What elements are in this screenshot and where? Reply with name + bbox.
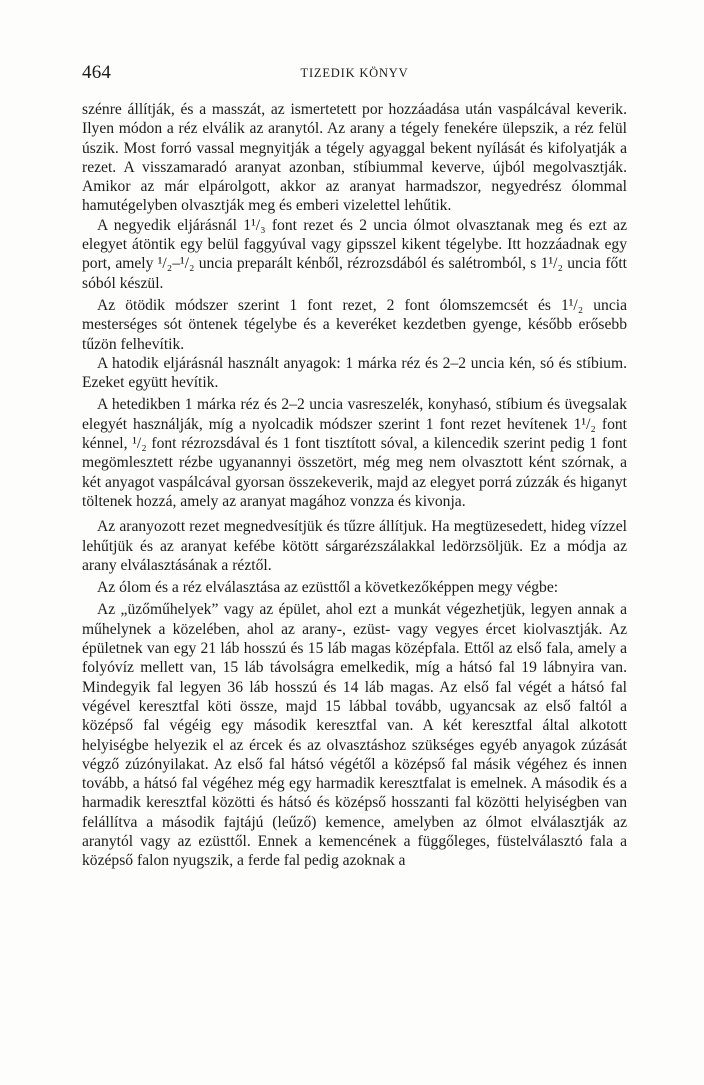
paragraph-3: Az ötödik módszer szerint 1 font rezet, 2 font ólomszemcsét és 1¹/₂ uncia mesterséges sót öntenek tégelybe és a keveréket kezdetben gyenge, később erősebb tűzön felhevítik. [82, 296, 627, 353]
paragraph-1: szénre állítják, és a masszát, az ismertetett por hozzáadása után vaspálcával keverik. Ilyen módon a réz elválik az aranytól. Az arany a tégely fenekére ülepszik, a réz felül úszik. Most forró vassal megnyitják a tégely agyaggal bekent nyílását és kifolyatják a rezet. A visszamaradó aranyat azonban, stíbiummal keverve, újból megolvasztják. Amikor az már elpárolgott, akkor az aranyat harmadszor, negyedrész ólommal hamutégelyben olvasztják meg és emberi vizelettel lehűtik. [82, 101, 627, 215]
running-head: TIZEDIK KÖNYV [300, 66, 409, 80]
page-number: 464 [82, 62, 112, 83]
page-header [82, 62, 627, 86]
paragraph-6: Az aranyozott rezet megnedvesítjük és tűzre állítjuk. Ha megtüzesedett, hideg vízzel lehűtjük és az aranyat kefébe kötött sárgarézszálakkal ledörzsöljük. Ez a módja az arany elválasztásának a réztől. [82, 518, 627, 574]
paragraph-5: A hetedikben 1 márka réz és 2–2 uncia vasreszelék, konyhasó, stíbium és üvegsalak elegyét használják, míg a nyolcadik módszer szerint 1 font rezet hevítenek 1¹/₂ font kénnel, ¹/₂ font rézrozsdával és 1 font tisztított sóval, a kilencedik szerint pedig 1 font megömlesztett rézbe ugyanannyi összetört, még meg nem olvasztott ként szórnak, a két anyagot vaspálcával gyorsan összekeverik, majd az elegyet porrá zúzzák és higanyt töltenek hozzá, amely az aranyat magához vonzza és kivonja. [82, 396, 627, 510]
paragraph-7: Az ólom és a réz elválasztása az ezüsttől a következőképpen megy végbe: [97, 579, 559, 597]
paragraph-8: Az „üzőműhelyek” vagy az épület, ahol ezt a munkát végezhetjük, legyen annak a műhelynek a közelében, ahol az arany-, ezüst- vagy vegyes ércet kiolvasztják. Az épületnek van egy 21 láb hosszú és 15 láb magas középfala. Ettől az első fala, amely a folyóvíz mellett van, 15 láb távolságra emelkedik, míg a hátsó fal 19 lábnyira van. Mindegyik fal legyen 36 láb hosszú és 14 láb magas. Az első fal végét a hátsó fal végével keresztfal köti össze, majd 15 lábbal tovább, ugyancsak az első faltól a középső fal végéig egy második keresztfal van. A két keresztfal által alkotott helyiségbe helyezik el az ércek és az olvasztáshoz szükséges egyéb anyagok zúzását végző zúzónyilakat. Az első fal hátsó végétől a középső fal másik végéhez és innen tovább, a hátsó fal végéhez még egy harmadik keresztfalat is emelnek. A második és a harmadik keresztfal közötti és hátsó és középső hosszanti fal közötti helyiségben van felállítva a második fajtájú (leűző) kemence, amelyben az ólmot elválasztják az aranytól vagy az ezüsttől. Ennek a kemencének a függőleges, füstelválasztó fala a középső falon nyugszik, a ferde fal pedig azoknak a [82, 601, 627, 870]
paragraph-4: A hatodik eljárásnál használt anyagok: 1 márka réz és 2–2 uncia kén, só és stíbium. Ezeket együtt hevítik. [82, 354, 627, 392]
body-text [82, 100, 627, 871]
paragraph-2: A negyedik eljárásnál 1¹/₃ font rezet és 2 uncia ólmot olvasztanak meg és ezt az elegyet átöntik egy belül faggyúval vagy gipsszel kikent tégelybe. Itt hozzáadnak egy port, amely ¹/₂–¹/₂ uncia preparált kénből, rézrozsdából és salétromból, s 1¹/₂ uncia főtt sóból készül. [82, 216, 627, 292]
